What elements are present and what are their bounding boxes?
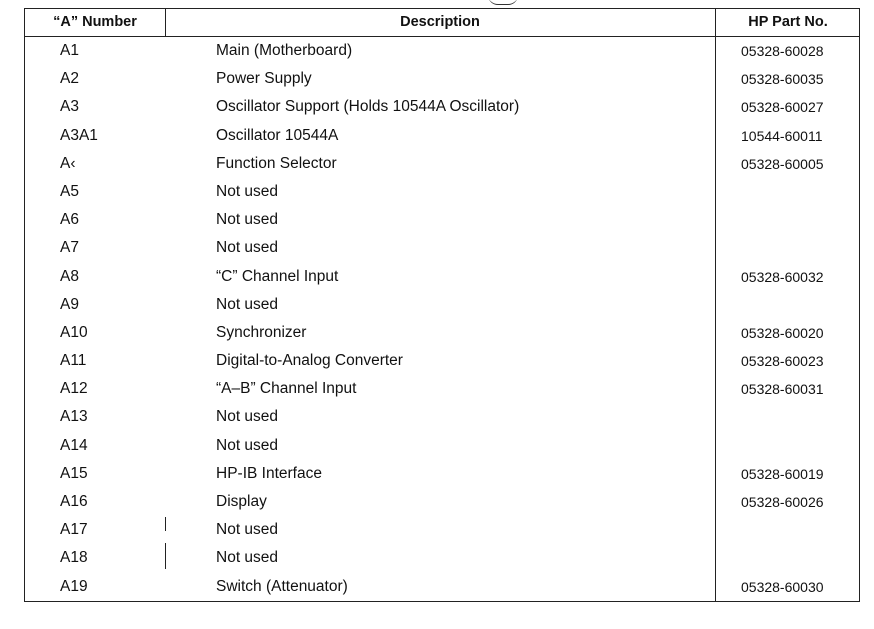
description-cell: Not used (216, 408, 279, 426)
decorative-fragment (488, 0, 518, 5)
part-no-cell: 05328-60020 (741, 324, 824, 341)
header-part-no: HP Part No. (748, 14, 828, 30)
table-row (25, 460, 859, 488)
part-no-cell: 05328-60030 (741, 578, 824, 595)
a-number-cell: A18 (60, 549, 88, 567)
a-number-cell: A19 (60, 577, 88, 595)
description-cell: Main (Motherboard) (216, 42, 353, 59)
table-row (25, 403, 859, 431)
description-cell: Power Supply (216, 70, 312, 88)
table-body (25, 37, 859, 601)
description-cell: Switch (Attenuator) (216, 577, 348, 595)
part-no-cell: 05328-60035 (741, 71, 824, 88)
part-no-cell (741, 516, 857, 544)
table-row (25, 375, 859, 403)
table-row (25, 432, 859, 460)
description-cell: Not used (216, 211, 279, 229)
part-no-cell (741, 291, 857, 319)
part-no-cell (741, 178, 857, 206)
part-no-cell (741, 432, 857, 460)
description-cell: Digital-to-Analog Converter (216, 352, 403, 370)
table-row (25, 65, 859, 93)
description-cell: “A–B” Channel Input (216, 380, 357, 398)
description-cell: Not used (216, 182, 279, 200)
table-row (25, 544, 859, 572)
description-cell: Oscillator 10544A (216, 126, 339, 144)
part-no-cell: 05328-60031 (741, 381, 824, 398)
table-row (25, 573, 859, 601)
description-cell: “C” Channel Input (216, 267, 339, 285)
a-number-cell: A17 (60, 521, 88, 539)
part-no-cell: 05328-60027 (741, 99, 824, 116)
a-number-cell: A3 (60, 98, 79, 116)
part-no-cell (741, 544, 857, 572)
part-no-cell: 05328-60028 (741, 43, 824, 59)
description-cell: Synchronizer (216, 323, 307, 341)
a-number-cell: A16 (60, 493, 88, 510)
description-cell: Display (216, 493, 267, 510)
table-row (25, 488, 859, 516)
part-no-cell (741, 206, 857, 234)
description-cell: Not used (216, 521, 279, 539)
table-row (25, 150, 859, 178)
parts-table (24, 8, 860, 602)
description-cell: Not used (216, 436, 279, 454)
table-row (25, 206, 859, 234)
a-number-cell: A3A1 (60, 126, 98, 144)
part-no-cell: 05328-60005 (741, 155, 824, 172)
a-number-cell: A11 (60, 352, 87, 370)
a-number-cell: A14 (60, 436, 88, 454)
header-description: Description (400, 14, 480, 30)
description-cell: Not used (216, 295, 279, 313)
part-no-cell (741, 403, 857, 431)
a-number-cell: A‹ (60, 154, 76, 172)
table-row (25, 93, 859, 121)
table-row (25, 263, 859, 291)
table-row (25, 234, 859, 262)
a-number-cell: A13 (60, 408, 88, 426)
column-divider (165, 9, 166, 37)
table-row (25, 122, 859, 150)
description-cell: Not used (216, 239, 279, 257)
part-no-cell: 05328-60026 (741, 494, 824, 510)
part-no-cell: 05328-60032 (741, 268, 824, 285)
a-number-cell: A7 (60, 239, 79, 257)
a-number-cell: A15 (60, 464, 88, 482)
a-number-cell: A6 (60, 211, 79, 229)
description-cell: Function Selector (216, 154, 337, 172)
table-row (25, 37, 859, 65)
table-header (25, 9, 859, 37)
part-no-cell: 05328-60023 (741, 353, 824, 370)
a-number-cell: A1 (60, 42, 79, 59)
a-number-cell: A5 (60, 182, 79, 200)
table-row (25, 347, 859, 375)
part-no-cell (741, 234, 857, 262)
table-row (25, 178, 859, 206)
table-row (25, 516, 859, 544)
a-number-cell: A2 (60, 70, 79, 88)
table-row (25, 319, 859, 347)
a-number-cell: A10 (60, 323, 88, 341)
description-cell: Oscillator Support (Holds 10544A Oscillator) (216, 98, 520, 116)
a-number-cell: A12 (60, 380, 88, 398)
a-number-cell: A9 (60, 295, 79, 313)
table-row (25, 291, 859, 319)
header-a-number: “A” Number (53, 14, 137, 30)
part-no-cell: 10544-60011 (741, 127, 823, 144)
description-cell: Not used (216, 549, 279, 567)
description-cell: HP-IB Interface (216, 464, 322, 482)
part-no-cell: 05328-60019 (741, 465, 824, 482)
a-number-cell: A8 (60, 267, 79, 285)
